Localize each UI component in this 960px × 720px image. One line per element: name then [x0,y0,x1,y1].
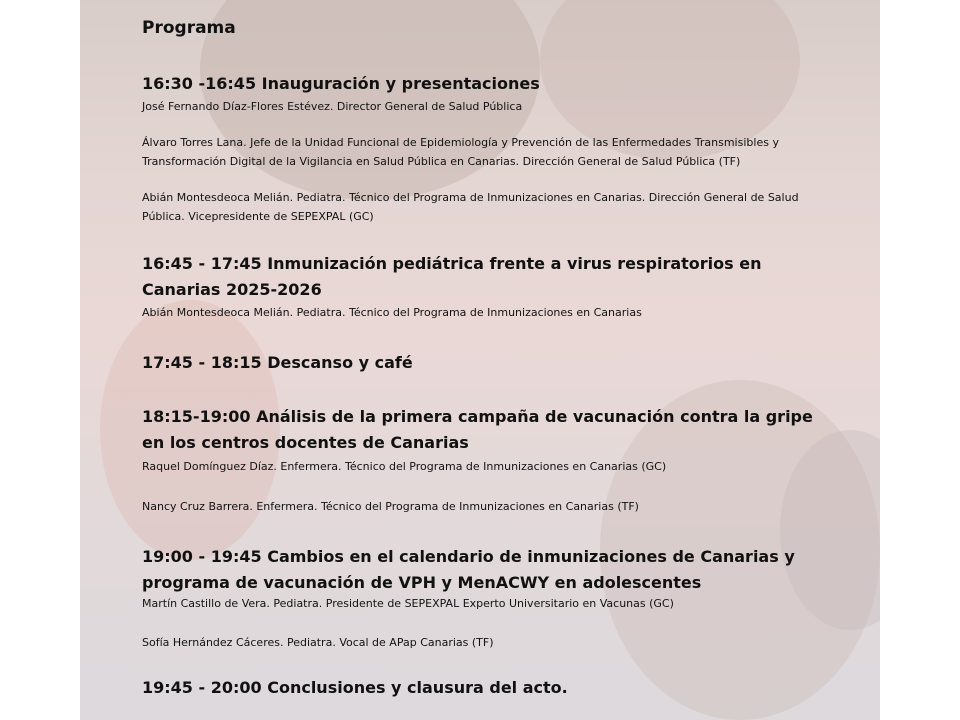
speaker: Nancy Cruz Barrera. Enfermera. Técnico del Programa de Inmunizaciones en Canarias (TF) [142,500,639,513]
session-title: 19:45 - 20:00 Conclusiones y clausura del acto. [142,678,568,697]
programme-heading: Programa [142,18,236,38]
speaker: Raquel Domínguez Díaz. Enfermera. Técnico del Programa de Inmunizaciones en Canarias (GC) [142,460,667,473]
session-title: 18:15-19:00 Análisis de la primera campaña de vacunación contra la gripe en los centros docentes de Canarias [142,407,813,452]
speaker: Sofía Hernández Cáceres. Pediatra. Vocal de APap Canarias (TF) [142,636,494,649]
session-title: 16:45 - 17:45 Inmunización pediátrica frente a virus respiratorios en Canarias 2025-2026 [142,254,762,299]
speaker: Martín Castillo de Vera. Pediatra. Presidente de SEPEXPAL Experto Universitario en Vacunas (GC) [142,597,674,610]
session-title: 16:30 -16:45 Inauguración y presentaciones [142,74,540,93]
programme-poster [80,0,880,720]
speaker: José Fernando Díaz-Flores Estévez. Director General de Salud Pública [142,100,523,113]
session-title: 17:45 - 18:15 Descanso y café [142,353,413,372]
speaker: Abián Montesdeoca Melián. Pediatra. Técnico del Programa de Inmunizaciones en Canarias. Dirección General de Salud Pública. Vicepresidente de SEPEXPAL (GC) [142,191,799,223]
speaker: Álvaro Torres Lana. Jefe de la Unidad Funcional de Epidemiología y Prevención de las Enfermedades Transmisibles y Transformación Digital de la Vigilancia en Salud Pública en Canarias. Dirección General de Salud Pública (TF) [142,136,779,168]
speaker: Abián Montesdeoca Melián. Pediatra. Técnico del Programa de Inmunizaciones en Canarias [142,306,642,319]
session-title: 19:00 - 19:45 Cambios en el calendario de inmunizaciones de Canarias y programa de vacunación de VPH y MenACWY en adolescentes [142,547,795,592]
